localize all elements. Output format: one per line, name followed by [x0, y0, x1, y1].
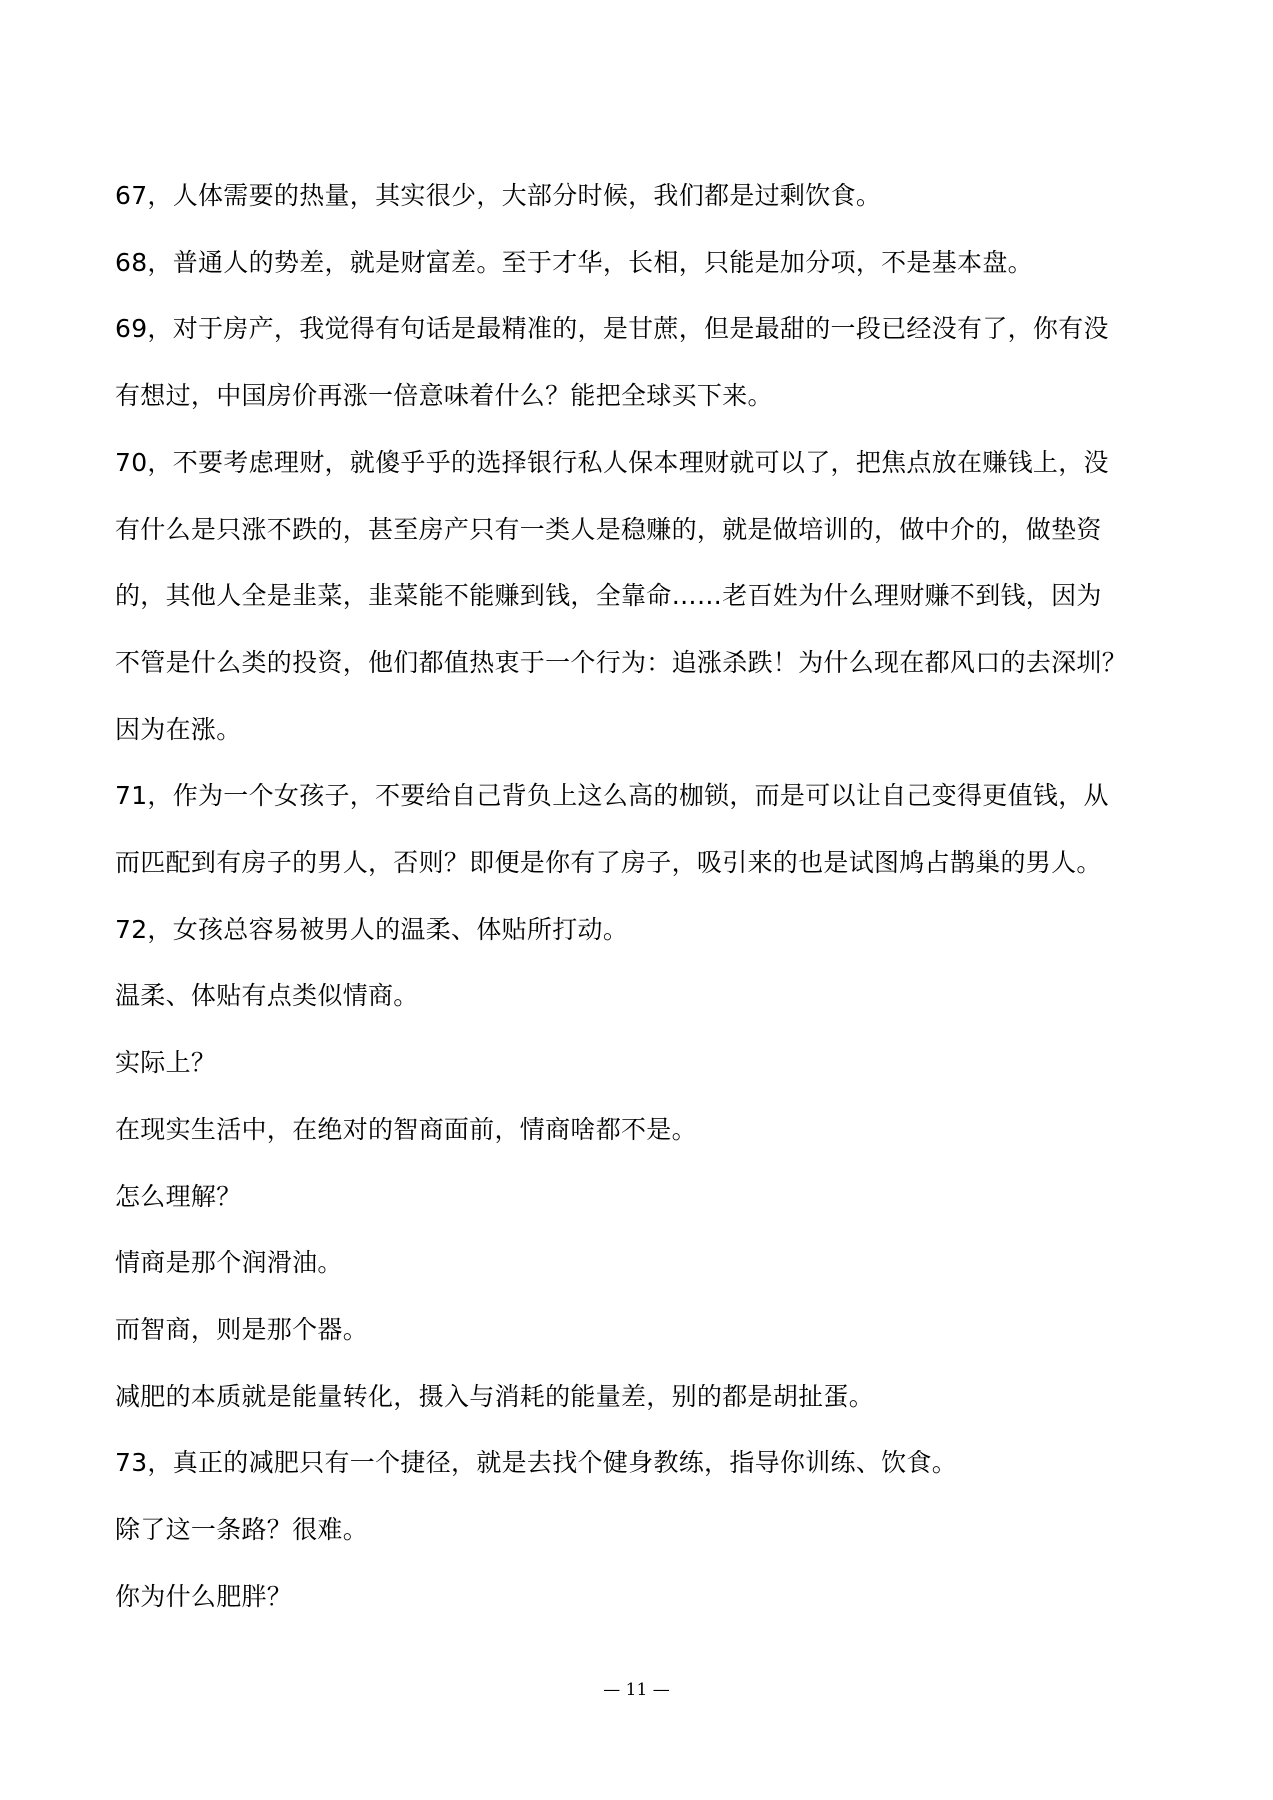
- paragraph-line: 减肥的本质就是能量转化，摄入与消耗的能量差，别的都是胡扯蛋。: [115, 1381, 875, 1411]
- paragraph-line: 实际上？: [115, 1048, 217, 1078]
- paragraph-line: 在现实生活中，在绝对的智商面前，情商啥都不是。: [115, 1114, 697, 1144]
- paragraph-line: 的，其他人全是韭菜，韭菜能不能赚到钱，全靠命……老百姓为什么理财赚不到钱，因为: [115, 581, 1102, 611]
- paragraph-line: 71，作为一个女孩子，不要给自己背负上这么高的枷锁，而是可以让自己变得更值钱，从: [115, 781, 1109, 811]
- paragraph-line: 因为在涨。: [115, 714, 242, 744]
- paragraph-line: 70，不要考虑理财，就傻乎乎的选择银行私人保本理财就可以了，把焦点放在赚钱上，没: [115, 447, 1109, 477]
- paragraph-line: 69，对于房产，我觉得有句话是最精准的，是甘蔗，但是最甜的一段已经没有了，你有没: [115, 314, 1109, 344]
- paragraph-line: 67，人体需要的热量，其实很少，大部分时候，我们都是过剩饮食。: [115, 181, 882, 210]
- paragraph-line: 有什么是只涨不跌的，甚至房产只有一类人是稳赚的，就是做培训的，做中介的，做垫资: [115, 514, 1102, 544]
- paragraph-line: 73，真正的减肥只有一个捷径，就是去找个健身教练，指导你训练、饮食。: [115, 1448, 958, 1478]
- document-body: [115, 163, 1165, 1630]
- paragraph-line: 怎么理解？: [115, 1181, 242, 1211]
- paragraph-line: 72，女孩总容易被男人的温柔、体贴所打动。: [115, 914, 629, 944]
- page-number: — 11 —: [603, 1680, 670, 1700]
- paragraph-line: 除了这一条路？很难。: [115, 1515, 369, 1545]
- paragraph-line: 情商是那个润滑油。: [115, 1248, 343, 1278]
- paragraph-line: 68，普通人的势差，就是财富差。至于才华，长相，只能是加分项，不是基本盘。: [115, 247, 1033, 277]
- paragraph-line: 有想过，中国房价再涨一倍意味着什么？能把全球买下来。: [115, 381, 773, 411]
- paragraph-line: 温柔、体贴有点类似情商。: [115, 981, 419, 1011]
- paragraph-line: 而智商，则是那个器。: [115, 1314, 369, 1344]
- paragraph-line: 你为什么肥胖？: [115, 1581, 293, 1611]
- paragraph-line: 不管是什么类的投资，他们都值热衷于一个行为：追涨杀跌！为什么现在都风口的去深圳？: [115, 647, 1128, 677]
- paragraph-line: 而匹配到有房子的男人，否则？即便是你有了房子，吸引来的也是试图鸠占鹊巢的男人。: [115, 848, 1102, 878]
